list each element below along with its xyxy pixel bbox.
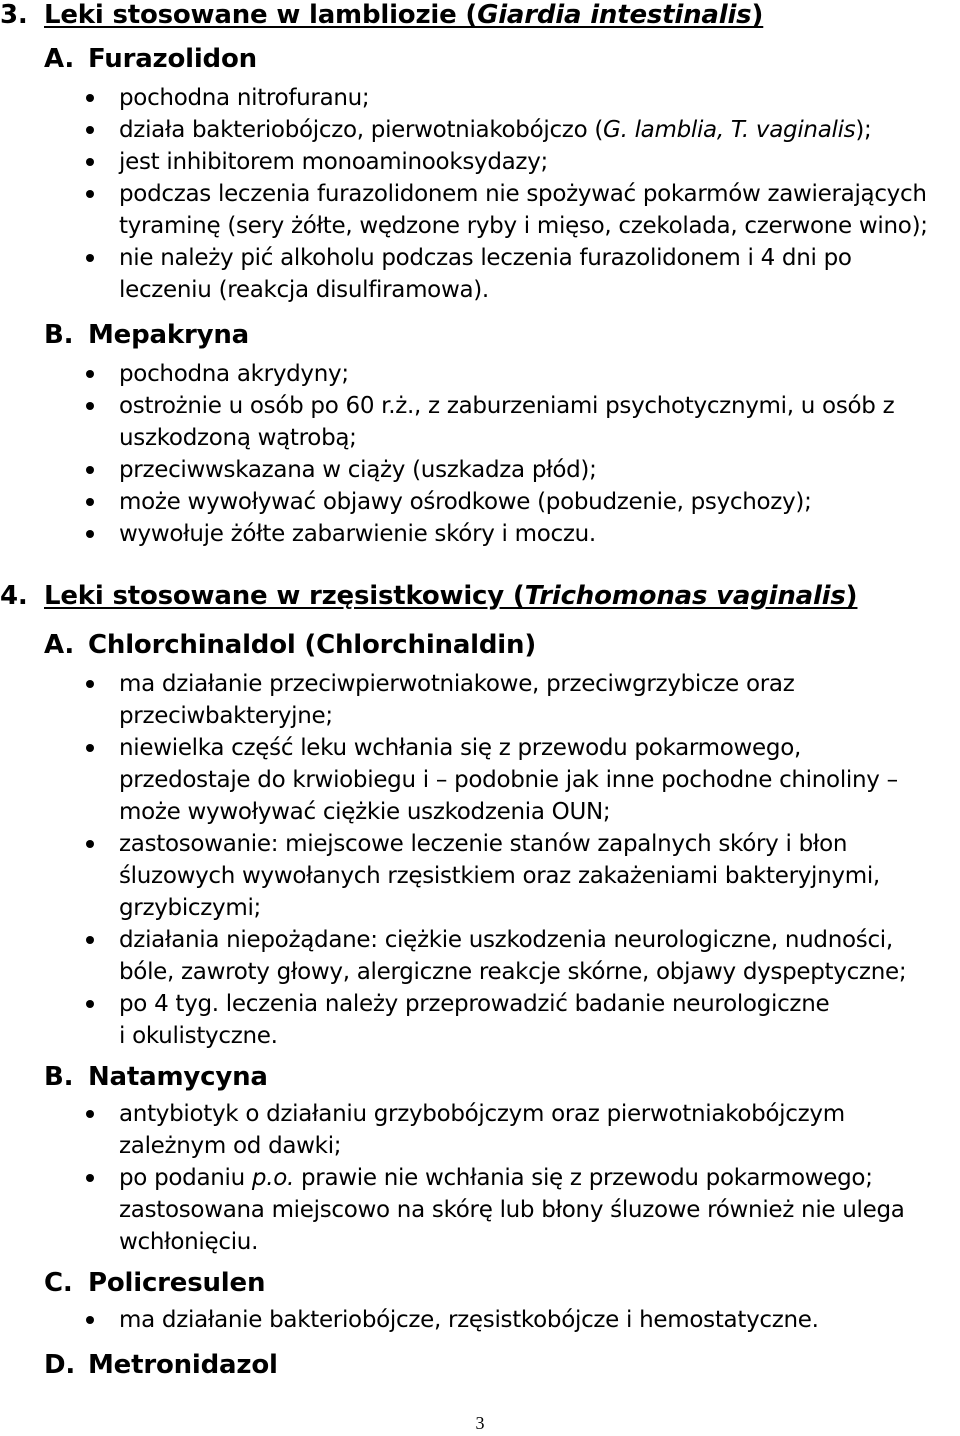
list-item (0, 988, 960, 1052)
list-item-line: wchłonięciu. (119, 1229, 259, 1255)
list-item-text-italic: p.o. (251, 1165, 294, 1191)
list-item (0, 454, 960, 486)
section-4-title-pre: Leki stosowane w rzęsistkowicy ( (44, 581, 525, 611)
drug-3a-list (0, 82, 960, 306)
list-item (0, 114, 960, 146)
list-item-line: uszkodzoną wątrobą; (119, 425, 357, 451)
list-item-text-italic: G. lamblia, T. vaginalis (603, 117, 856, 143)
bullet-icon (86, 498, 94, 506)
list-item-line: niewielka część leku wchłania się z przewodu pokarmowego, (119, 735, 801, 761)
section-3-title-post: ) (751, 0, 764, 30)
bullet-icon (86, 94, 94, 102)
list-item-line: przeciwbakteryjne; (119, 703, 333, 729)
page-number: 3 (475, 1413, 485, 1433)
list-item-line: leczeniu (reakcja disulfiramowa). (119, 277, 489, 303)
bullet-icon (86, 936, 94, 944)
bullet-icon (86, 254, 94, 262)
list-item-line: przedostaje do krwiobiegu i – podobnie jak inne pochodne chinoliny – (119, 767, 898, 793)
section-4-number: 4. (0, 581, 28, 611)
list-item (0, 1304, 960, 1336)
list-item-text-post: prawie nie wchłania się z przewodu pokarmowego; (294, 1165, 873, 1191)
list-item-line: działania niepożądane: ciężkie uszkodzenia neurologiczne, nudności, (119, 927, 893, 953)
list-item-line: nie należy pić alkoholu podczas leczenia furazolidonem i 4 dni po (119, 245, 852, 271)
list-item (0, 242, 960, 306)
drug-4d-name: Metronidazol (88, 1350, 278, 1380)
list-item-line: zależnym od dawki; (119, 1133, 342, 1159)
bullet-icon (86, 158, 94, 166)
list-item (0, 1098, 960, 1162)
list-item-line: ma działanie przeciwpierwotniakowe, przeciwgrzybicze oraz (119, 671, 795, 697)
drug-4a-heading (44, 630, 536, 660)
list-item-line: i okulistyczne. (119, 1023, 278, 1049)
list-item-line: bóle, zawroty głowy, alergiczne reakcje skórne, objawy dyspeptyczne; (119, 959, 907, 985)
drug-4c-name: Policresulen (88, 1268, 266, 1298)
list-item (0, 828, 960, 924)
bullet-icon (86, 1316, 94, 1324)
list-item-line: tyraminę (sery żółte, wędzone ryby i mięso, czekolada, czerwone wino); (119, 213, 928, 239)
list-item-line: śluzowych wywołanych rzęsistkiem oraz zakażeniami bakteryjnymi, (119, 863, 880, 889)
section-4-title-italic: Trichomonas vaginalis (524, 581, 846, 611)
drug-3b-heading (44, 320, 249, 350)
drug-4a-letter: A. (44, 630, 75, 660)
drug-3a-name: Furazolidon (88, 44, 257, 74)
drug-4b-list (0, 1098, 960, 1258)
list-item (0, 178, 960, 242)
drug-4b-heading (44, 1062, 268, 1092)
list-item-line: grzybiczymi; (119, 895, 262, 921)
bullet-icon (86, 840, 94, 848)
list-item (0, 518, 960, 550)
list-item (0, 146, 960, 178)
bullet-icon (86, 370, 94, 378)
bullet-icon (86, 1174, 94, 1182)
drug-4c-heading (44, 1268, 265, 1298)
list-item (0, 668, 960, 732)
section-4-title (0, 581, 857, 611)
list-item-line: jest inhibitorem monoaminooksydazy; (119, 149, 548, 175)
bullet-icon (86, 402, 94, 410)
bullet-icon (86, 530, 94, 538)
drug-3a-heading (44, 44, 257, 74)
bullet-icon (86, 744, 94, 752)
list-item-line: podczas leczenia furazolidonem nie spożywać pokarmów zawierających (119, 181, 927, 207)
section-3-title-pre: Leki stosowane w lambliozie ( (44, 0, 478, 30)
list-item-line: ma działanie bakteriobójcze, rzęsistkobójcze i hemostatyczne. (119, 1307, 819, 1333)
list-item-text-pre: działa bakteriobójczo, pierwotniakobójczo ( (119, 117, 604, 143)
list-item-line: może wywoływać ciężkie uszkodzenia OUN; (119, 799, 611, 825)
drug-4c-letter: C. (44, 1268, 73, 1298)
list-item-line: przeciwwskazana w ciąży (uszkadza płód); (119, 457, 597, 483)
list-item-line: antybiotyk o działaniu grzybobójczym oraz pierwotniakobójczym (119, 1101, 845, 1127)
list-item (0, 924, 960, 988)
section-4-title-post: ) (845, 581, 858, 611)
drug-4d-heading (44, 1350, 278, 1380)
drug-4b-letter: B. (44, 1062, 74, 1092)
bullet-icon (86, 680, 94, 688)
list-item-line: może wywoływać objawy ośrodkowe (pobudzenie, psychozy); (119, 489, 812, 515)
list-item (0, 390, 960, 454)
drug-4c-list (0, 1304, 960, 1336)
drug-4b-name: Natamycyna (88, 1062, 268, 1092)
drug-3b-list (0, 358, 960, 550)
list-item-line: zastosowana miejscowo na skórę lub błony śluzowe również nie ulega (119, 1197, 905, 1223)
list-item-line: po 4 tyg. leczenia należy przeprowadzić badanie neurologiczne (119, 991, 830, 1017)
drug-3b-letter: B. (44, 320, 74, 350)
drug-3b-name: Mepakryna (88, 320, 249, 350)
list-item-text-post: ); (855, 117, 872, 143)
list-item-line: wywołuje żółte zabarwienie skóry i moczu. (119, 521, 596, 547)
list-item-line: pochodna nitrofuranu; (119, 85, 370, 111)
section-3-title (0, 0, 763, 30)
drug-4a-name: Chlorchinaldol (Chlorchinaldin) (88, 630, 537, 660)
list-item (0, 82, 960, 114)
bullet-icon (86, 126, 94, 134)
bullet-icon (86, 190, 94, 198)
list-item (0, 1162, 960, 1258)
bullet-icon (86, 466, 94, 474)
bullet-icon (86, 1000, 94, 1008)
drug-4d-letter: D. (44, 1350, 76, 1380)
list-item-line: zastosowanie: miejscowe leczenie stanów zapalnych skóry i błon (119, 831, 848, 857)
list-item-line: ostrożnie u osób po 60 r.ż., z zaburzeniami psychotycznymi, u osób z (119, 393, 895, 419)
section-3-title-italic: Giardia intestinalis (477, 0, 752, 30)
list-item (0, 358, 960, 390)
list-item-text-pre: po podaniu (119, 1165, 252, 1191)
section-3-number: 3. (0, 0, 28, 30)
bullet-icon (86, 1110, 94, 1118)
drug-4a-list (0, 668, 960, 1052)
list-item (0, 486, 960, 518)
drug-3a-letter: A. (44, 44, 75, 74)
list-item-line: pochodna akrydyny; (119, 361, 349, 387)
list-item (0, 732, 960, 828)
